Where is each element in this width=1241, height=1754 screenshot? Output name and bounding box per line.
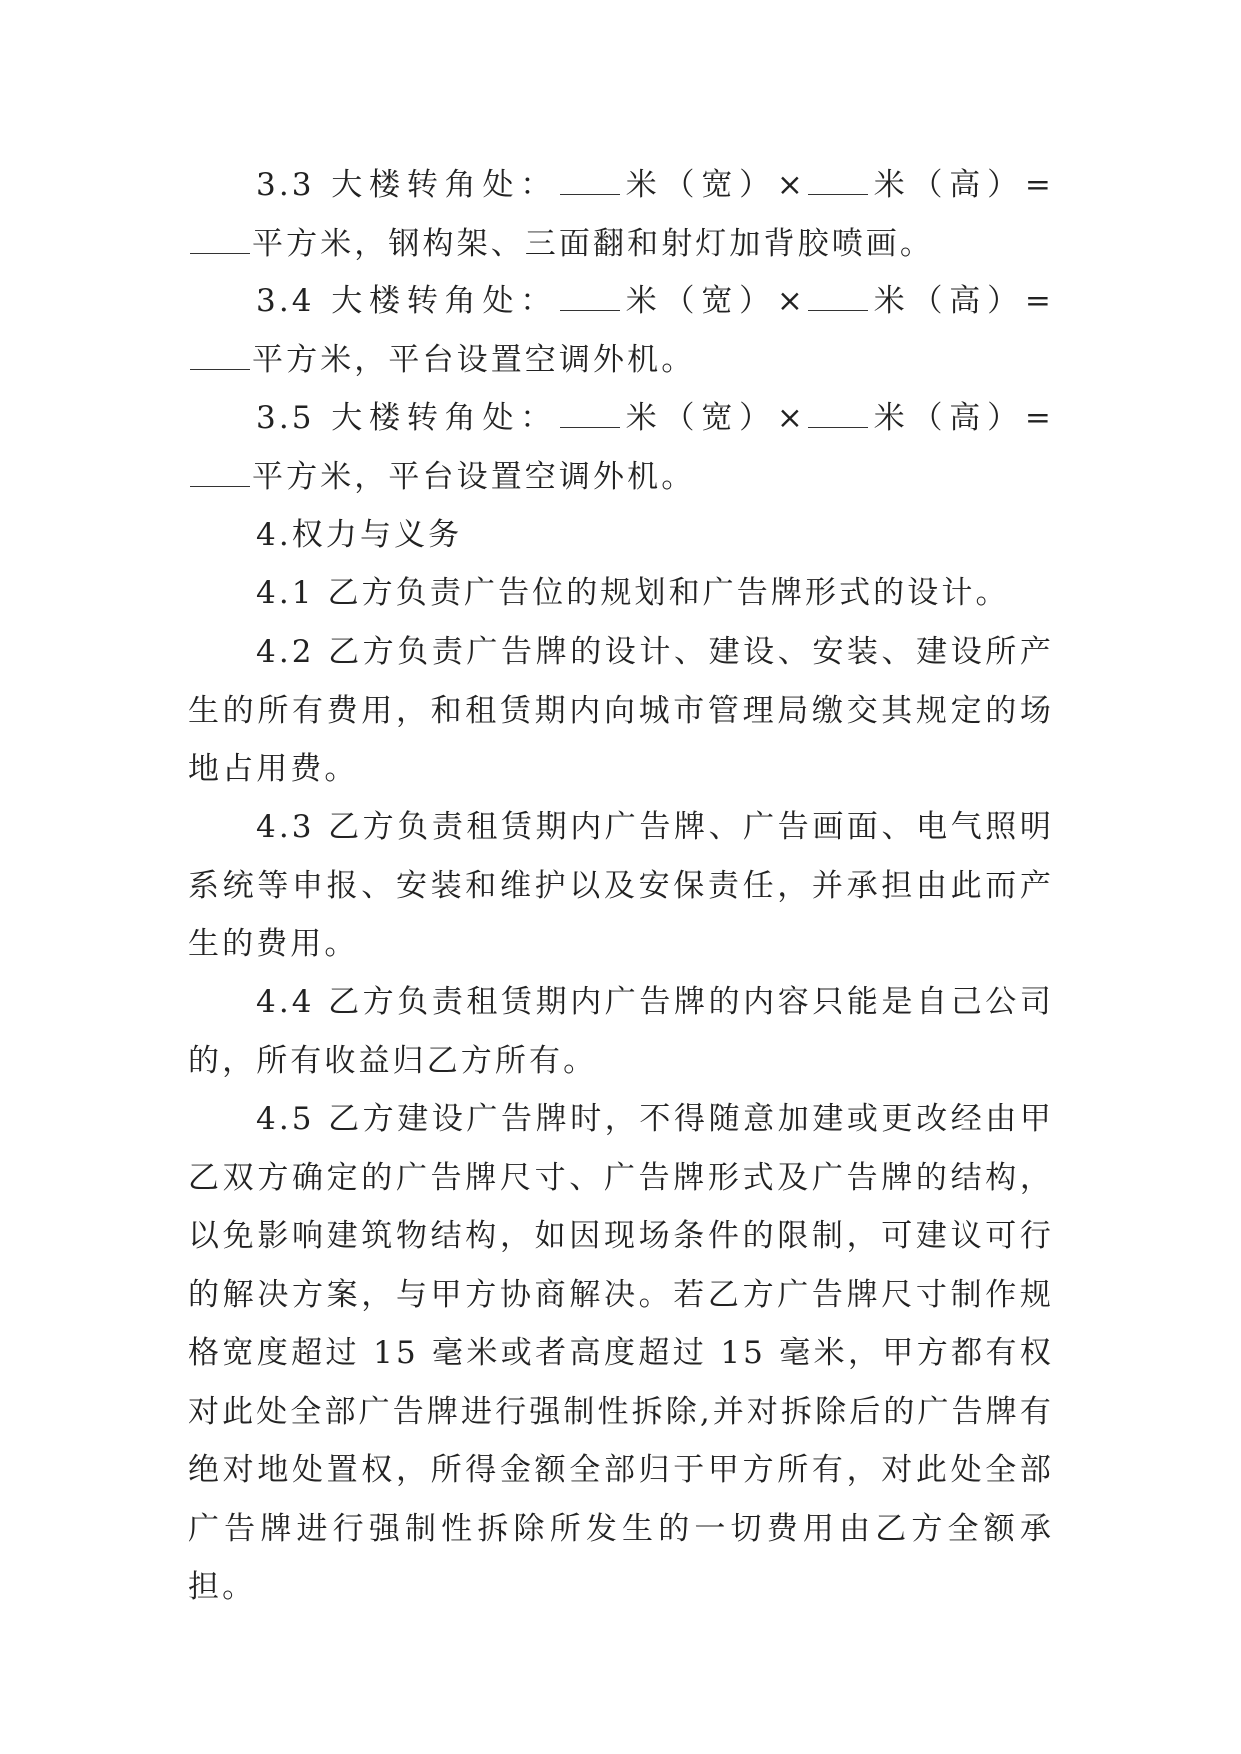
- clause-text: 乙方负责租赁期内广告牌、广告画面、电气照明系统等申报、安装和维护以及安保责任，并承担由此而产生的费用。: [188, 809, 1054, 962]
- height-blank: [808, 397, 868, 428]
- clause-4-2: [188, 623, 1054, 799]
- clause-text: 乙方负责广告牌的设计、建设、安装、建设所产生的所有费用，和租赁期内向城市管理局缴交其规定的场地占用费。: [188, 634, 1054, 787]
- area-unit: 平方米，: [252, 225, 389, 262]
- clause-number: 4.5: [256, 1101, 315, 1137]
- clause-description: 钢构架、三面翻和射灯加背胶喷画。: [388, 225, 935, 262]
- height-blank: [808, 280, 868, 311]
- clause-text: 乙方负责租赁期内广告牌的内容只能是自己公司的，所有收益归乙方所有。: [188, 984, 1054, 1079]
- width-label: 米（宽）×: [622, 167, 807, 203]
- width-blank: [560, 397, 620, 428]
- clause-location: 大楼转角处：: [331, 283, 559, 319]
- area-blank: [190, 339, 250, 370]
- clause-3-3: [188, 156, 1054, 273]
- clause-description: 平台设置空调外机。: [388, 341, 696, 378]
- area-blank: [190, 456, 250, 487]
- clause-4-4: [188, 973, 1054, 1090]
- area-unit: 平方米，: [252, 458, 389, 495]
- clause-3-4: [188, 272, 1054, 389]
- section-4-heading: 4.权力与义务: [256, 517, 463, 553]
- clause-number: 3.3: [256, 167, 315, 203]
- clause-4-5: [188, 1090, 1054, 1617]
- area-blank: [190, 223, 250, 254]
- clause-description: 平台设置空调外机。: [388, 458, 696, 495]
- clause-number: 4.1: [256, 575, 315, 611]
- clause-number: 3.4: [256, 283, 315, 319]
- width-label: 米（宽）×: [622, 283, 807, 319]
- width-blank: [560, 280, 620, 311]
- clause-4-1: [188, 564, 1054, 623]
- area-unit: 平方米，: [252, 341, 389, 378]
- clause-4-3: [188, 798, 1054, 974]
- clause-text: 乙方负责广告位的规划和广告牌形式的设计。: [327, 575, 1010, 611]
- clause-3-5: [188, 389, 1054, 506]
- clause-number: 4.3: [256, 809, 315, 845]
- clause-number: 4.2: [256, 634, 315, 670]
- width-blank: [560, 164, 620, 195]
- clause-location: 大楼转角处：: [331, 167, 559, 203]
- clause-number: 3.5: [256, 400, 315, 436]
- height-label: 米（高）=: [870, 167, 1054, 203]
- clause-location: 大楼转角处：: [331, 400, 559, 436]
- height-label: 米（高）=: [870, 283, 1054, 319]
- width-label: 米（宽）×: [622, 400, 807, 436]
- height-blank: [808, 164, 868, 195]
- height-label: 米（高）=: [870, 400, 1054, 436]
- clause-number: 4.4: [256, 984, 315, 1020]
- clause-text: 乙方建设广告牌时，不得随意加建或更改经由甲乙双方确定的广告牌尺寸、广告牌形式及广告牌的结构，以免影响建筑物结构，如因现场条件的限制，可建议可行的解决方案，与甲方协商解决。若乙方广告牌尺寸制作规格宽度超过 15 毫米或者高度超过 15 毫米，甲方都有权对此处全部广告牌进行强制性拆除,并对拆除后的广告牌有绝对地处置权，所得金额全部归于甲方所有，对此处全部广告牌进行强制性拆除所发生的一切费用由乙方全额承担。: [188, 1101, 1054, 1605]
